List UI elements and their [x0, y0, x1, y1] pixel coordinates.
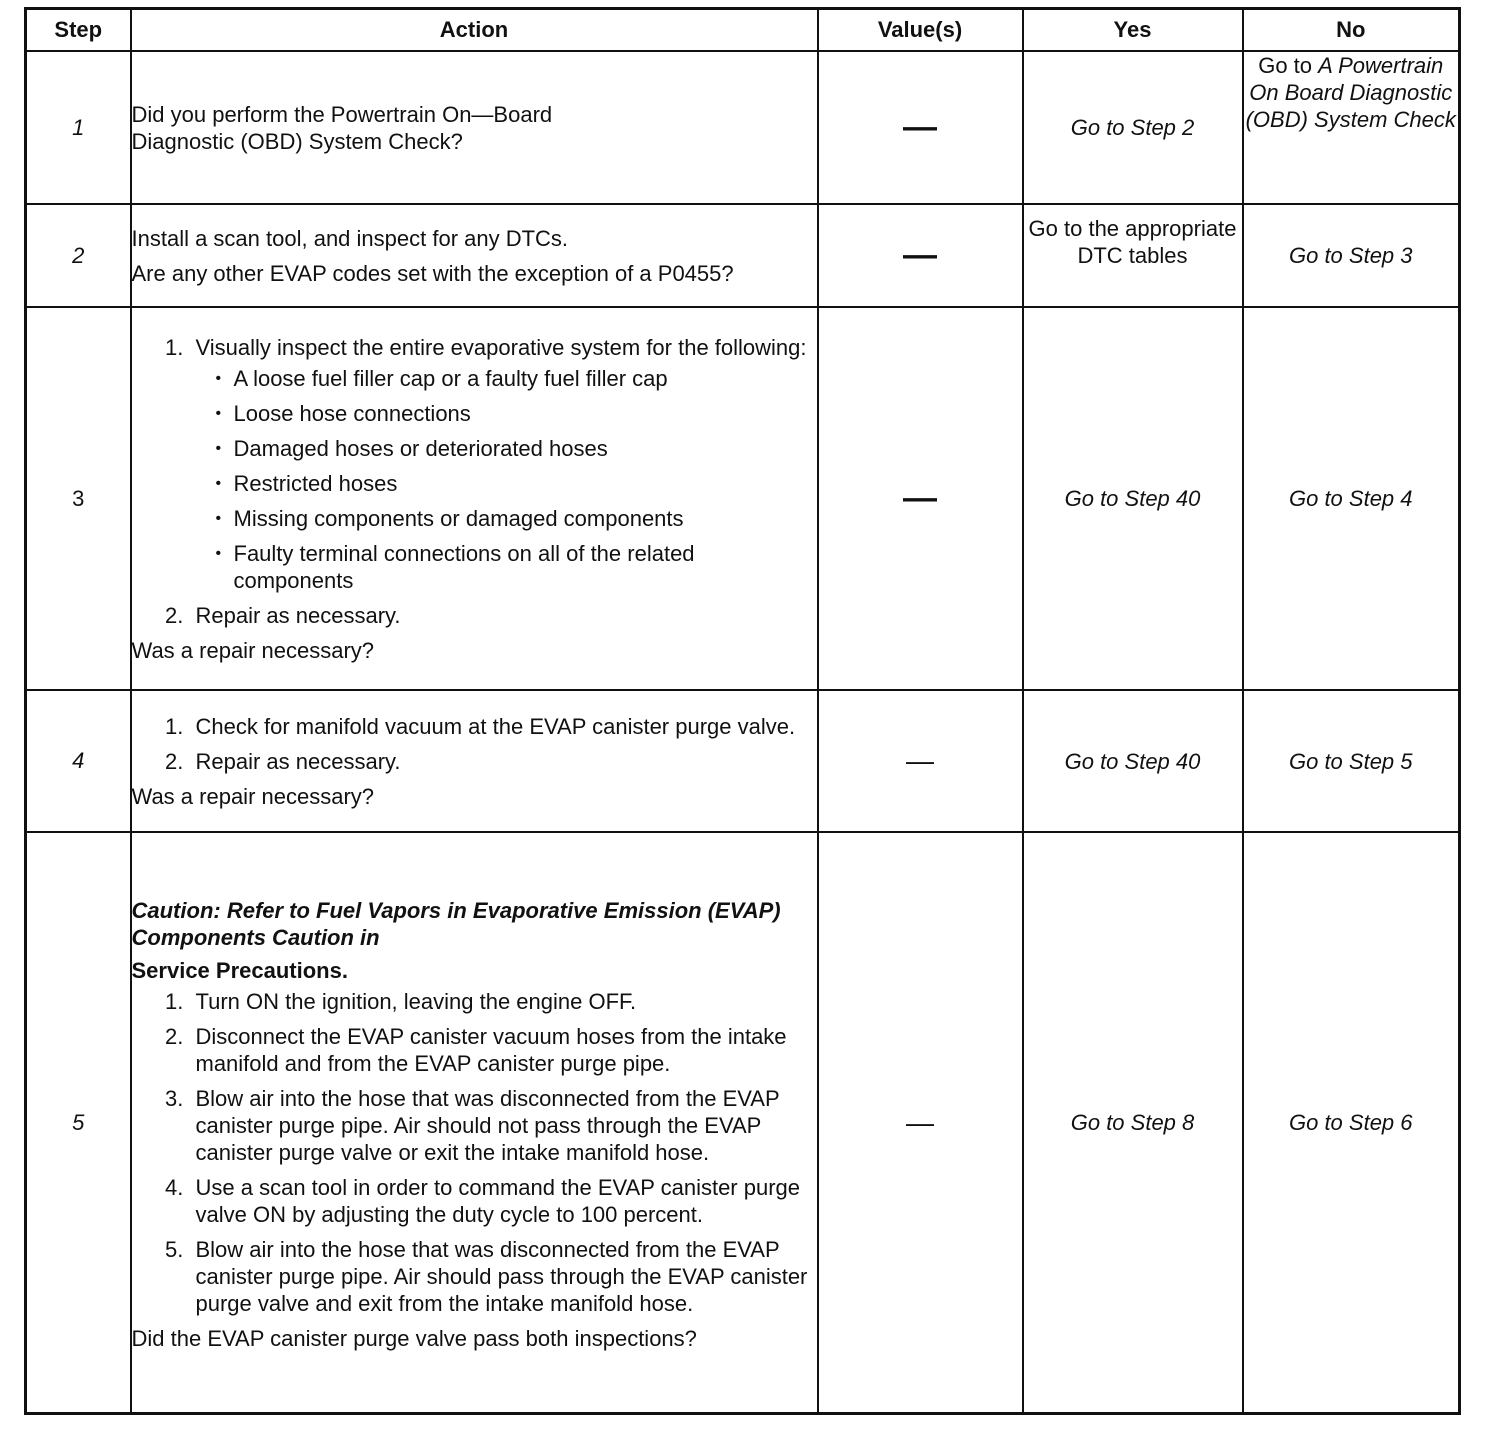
action-cell [131, 51, 818, 204]
action-cell [131, 307, 818, 690]
step-number: 5 [26, 832, 131, 1414]
list-item [190, 334, 817, 594]
action-question: Did the EVAP canister purge valve pass both inspections? [131, 1326, 697, 1351]
list-item: 2. Disconnect the EVAP canister vacuum hoses from the intake manifold and from the EVAP canister purge pipe. [190, 1023, 817, 1077]
no-cell[interactable]: Go to Step 4 [1243, 307, 1460, 690]
step-number: 2 [26, 204, 131, 307]
no-cell[interactable]: Go to Step 6 [1243, 832, 1460, 1414]
action-steps [132, 988, 817, 1317]
value-cell: — [818, 204, 1023, 307]
action-cell [131, 204, 818, 307]
no-cell[interactable]: Go to Step 5 [1243, 690, 1460, 832]
list-item: 1. Turn ON the ignition, leaving the engine OFF. [190, 988, 817, 1015]
no-cell[interactable] [1243, 51, 1460, 204]
yes-cell[interactable]: Go to Step 2 [1023, 51, 1243, 204]
table-row [26, 690, 1460, 832]
bullet-item: • A loose fuel filler cap or a faulty fuel filler cap [216, 365, 817, 392]
bullet-item: • Faulty terminal connections on all of the related components [216, 540, 817, 594]
list-item-text: Visually inspect the entire evaporative system for the following: [195, 334, 807, 360]
no-link[interactable]: A Powertrain On Board Diagnostic (OBD) System Check [1245, 53, 1456, 132]
yes-cell[interactable]: Go to Step 40 [1023, 307, 1243, 690]
header-no: No [1243, 9, 1460, 52]
caution-note: Caution: Refer to Fuel Vapors in Evaporative Emission (EVAP) Components Caution in [131, 898, 781, 950]
step-number: 3 [26, 307, 131, 690]
bullet-list [196, 365, 817, 594]
header-action: Action [131, 9, 818, 52]
yes-cell[interactable]: Go to the appropriate DTC tables [1023, 204, 1243, 307]
header-values: Value(s) [818, 9, 1023, 52]
bullet-item: • Missing components or damaged components [216, 505, 817, 532]
header-row [26, 9, 1460, 52]
list-item: 5. Blow air into the hose that was disconnected from the EVAP canister purge pipe. Air should pass through the EVAP canister purge valve and exit from the intake manifold hose. [190, 1236, 817, 1317]
value-cell: — [818, 307, 1023, 690]
step-number: 4 [26, 690, 131, 832]
action-instruction: Install a scan tool, and inspect for any DTCs. [131, 225, 569, 251]
header-yes: Yes [1023, 9, 1243, 52]
table-row [26, 832, 1460, 1414]
bullet-item: • Loose hose connections [216, 400, 817, 427]
diagnostic-table [24, 7, 1461, 1415]
table-row [26, 51, 1460, 204]
no-cell[interactable]: Go to Step 3 [1243, 204, 1460, 307]
value-cell: — [818, 51, 1023, 204]
action-question: Did you perform the Powertrain On—Board Diagnostic (OBD) System Check? [131, 101, 553, 154]
no-prefix: Go to [1258, 53, 1313, 78]
table-row [26, 204, 1460, 307]
action-cell [131, 832, 818, 1414]
value-cell: — [818, 832, 1023, 1414]
table-row [26, 307, 1460, 690]
value-cell: — [818, 690, 1023, 832]
list-item: 4. Use a scan tool in order to command the EVAP canister purge valve ON by adjusting the duty cycle to 100 percent. [190, 1174, 817, 1228]
bullet-item: • Damaged hoses or deteriorated hoses [216, 435, 817, 462]
action-steps [132, 334, 817, 629]
header-step: Step [26, 9, 131, 52]
step-number: 1 [26, 51, 131, 204]
action-question: Are any other EVAP codes set with the exception of a P0455? [131, 260, 734, 286]
action-question: Was a repair necessary? [131, 637, 375, 663]
bullet-item: • Restricted hoses [216, 470, 817, 497]
yes-cell[interactable]: Go to Step 40 [1023, 690, 1243, 832]
list-item: 2. Repair as necessary. [190, 602, 817, 629]
list-item: 1. Check for manifold vacuum at the EVAP canister purge valve. [190, 713, 817, 740]
action-cell [131, 690, 818, 832]
action-steps [132, 713, 817, 775]
list-item: 3. Blow air into the hose that was disconnected from the EVAP canister purge pipe. Air should not pass through the EVAP canister purge valve or exit the intake manifold hose. [190, 1085, 817, 1166]
yes-cell[interactable]: Go to Step 8 [1023, 832, 1243, 1414]
list-item: 2. Repair as necessary. [190, 748, 817, 775]
service-precautions-link[interactable]: Service Precautions. [131, 958, 348, 983]
action-question: Was a repair necessary? [131, 783, 375, 809]
